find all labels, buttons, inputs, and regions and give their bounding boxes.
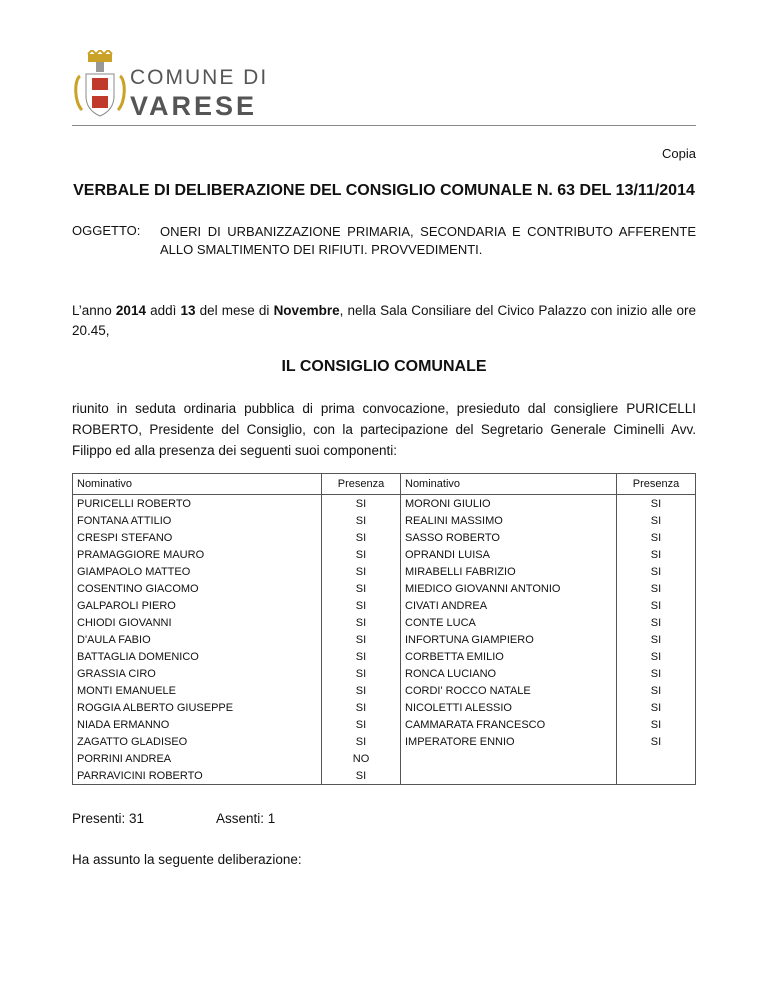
member-name: REALINI MASSIMO	[405, 514, 503, 527]
member-name: CONTE LUCA	[405, 616, 476, 629]
absent-count: Assenti: 1	[216, 811, 276, 826]
attendance-table	[72, 473, 696, 785]
member-name: GALPAROLI PIERO	[77, 599, 176, 612]
member-presence: SI	[617, 563, 696, 580]
intro-month: Novembre	[273, 303, 340, 318]
member-name: MIRABELLI FABRIZIO	[405, 565, 516, 578]
member-presence	[617, 750, 696, 767]
coat-of-arms-icon	[72, 50, 128, 120]
member-presence: SI	[322, 614, 401, 631]
member-name: PORRINI ANDREA	[77, 752, 172, 765]
table-row	[73, 614, 696, 631]
member-presence: SI	[617, 699, 696, 716]
header-name-left: Nominativo	[73, 474, 322, 495]
member-presence: SI	[617, 614, 696, 631]
member-name: CHIODI GIOVANNI	[77, 616, 172, 629]
subject-label: OGGETTO:	[72, 223, 141, 238]
member-presence: SI	[322, 529, 401, 546]
member-name: FONTANA ATTILIO	[77, 514, 172, 527]
member-presence: SI	[322, 580, 401, 597]
member-presence: SI	[617, 512, 696, 529]
intro-year: 2014	[115, 303, 146, 318]
intro-paragraph: L’anno 2014 addì 13 del mese di Novembre, nella Sala Consiliare del Civico Palazzo con inizio alle ore 20.45,	[72, 303, 696, 338]
member-name: MONTI EMANUELE	[77, 684, 177, 697]
table-row	[73, 648, 696, 665]
member-name	[401, 750, 617, 767]
table-row	[73, 546, 696, 563]
session-paragraph: riunito in seduta ordinaria pubblica di prima convocazione, presieduto dal consigliere PURICELLI ROBERTO, Presidente del Consiglio, con la partecipazione del Segretario Generale Ciminelli Avv. Filippo ed alla presenza dei seguenti suoi componenti:	[72, 401, 696, 458]
member-presence: SI	[322, 512, 401, 529]
member-presence: SI	[322, 563, 401, 580]
member-presence: NO	[322, 750, 401, 767]
table-row	[73, 597, 696, 614]
table-row	[73, 665, 696, 682]
member-name: PARRAVICINI ROBERTO	[77, 769, 203, 782]
member-presence: SI	[617, 648, 696, 665]
member-name: CAMMARATA FRANCESCO	[405, 718, 546, 731]
member-name	[401, 767, 617, 785]
member-name: GRASSIA CIRO	[77, 667, 156, 680]
member-presence: SI	[617, 716, 696, 733]
member-name: PURICELLI ROBERTO	[77, 497, 191, 510]
member-presence: SI	[322, 597, 401, 614]
member-name: CORBETTA EMILIO	[405, 650, 504, 663]
member-presence: SI	[322, 767, 401, 785]
header-name-right: Nominativo	[401, 474, 617, 495]
member-presence: SI	[322, 495, 401, 513]
member-presence: SI	[322, 546, 401, 563]
member-presence: SI	[322, 733, 401, 750]
table-row	[73, 512, 696, 529]
member-presence	[617, 767, 696, 785]
member-name: CRESPI STEFANO	[77, 531, 173, 544]
subject-text: ONERI DI URBANIZZAZIONE PRIMARIA, SECONDARIA E CONTRIBUTO AFFERENTE ALLO SMALTIMENTO DEI RIFIUTI. PROVVEDIMENTI.	[160, 224, 696, 257]
council-heading: IL CONSIGLIO COMUNALE	[281, 358, 487, 375]
header-presence-right: Presenza	[617, 474, 696, 495]
member-name: NIADA ERMANNO	[77, 718, 170, 731]
table-row	[73, 631, 696, 648]
table-row	[73, 750, 696, 767]
table-row	[73, 529, 696, 546]
member-presence: SI	[617, 665, 696, 682]
document-title: VERBALE DI DELIBERAZIONE DEL CONSIGLIO COMUNALE N. 63 DEL 13/11/2014	[73, 182, 695, 199]
member-presence: SI	[322, 716, 401, 733]
logo-text-varese: VARESE	[130, 91, 258, 121]
member-presence: SI	[617, 495, 696, 513]
member-name: CIVATI ANDREA	[405, 599, 488, 612]
header-presence-left: Presenza	[322, 474, 401, 495]
table-row	[73, 699, 696, 716]
table-row	[73, 563, 696, 580]
header-divider	[72, 125, 696, 126]
member-name: MIEDICO GIOVANNI ANTONIO	[405, 582, 561, 595]
member-name: INFORTUNA GIAMPIERO	[405, 633, 534, 646]
member-name: PRAMAGGIORE MAURO	[77, 548, 205, 561]
member-presence: SI	[322, 682, 401, 699]
member-presence: SI	[617, 580, 696, 597]
member-name: MORONI GIULIO	[405, 497, 491, 510]
table-row	[73, 682, 696, 699]
table-row	[73, 495, 696, 513]
intro-day: 13	[180, 303, 196, 318]
member-name: RONCA LUCIANO	[405, 667, 497, 680]
member-name: ZAGATTO GLADISEO	[77, 735, 188, 748]
member-presence: SI	[617, 682, 696, 699]
member-name: ROGGIA ALBERTO GIUSEPPE	[77, 701, 234, 714]
table-row	[73, 767, 696, 785]
member-name: GIAMPAOLO MATTEO	[77, 565, 191, 578]
attendance-body	[73, 495, 696, 785]
member-presence: SI	[322, 699, 401, 716]
member-presence: SI	[617, 631, 696, 648]
member-presence: SI	[617, 546, 696, 563]
member-presence: SI	[617, 733, 696, 750]
member-name: D'AULA FABIO	[77, 633, 151, 646]
member-name: NICOLETTI ALESSIO	[405, 701, 512, 714]
member-presence: SI	[617, 529, 696, 546]
present-count: Presenti: 31	[72, 811, 145, 826]
member-presence: SI	[322, 648, 401, 665]
member-name: COSENTINO GIACOMO	[77, 582, 199, 595]
member-presence: SI	[617, 597, 696, 614]
copy-label: Copia	[662, 146, 696, 161]
table-row	[73, 716, 696, 733]
closing-text: Ha assunto la seguente deliberazione:	[72, 852, 302, 867]
member-name: BATTAGLIA DOMENICO	[77, 650, 199, 663]
member-name: OPRANDI LUISA	[405, 548, 490, 561]
member-presence: SI	[322, 665, 401, 682]
table-header-row	[73, 474, 696, 495]
table-row	[73, 580, 696, 597]
member-name: CORDI' ROCCO NATALE	[405, 684, 531, 697]
member-presence: SI	[322, 631, 401, 648]
member-name: SASSO ROBERTO	[405, 531, 500, 544]
logo-text-comune: COMUNE DI	[130, 66, 269, 89]
table-row	[73, 733, 696, 750]
member-name: IMPERATORE ENNIO	[405, 735, 515, 748]
